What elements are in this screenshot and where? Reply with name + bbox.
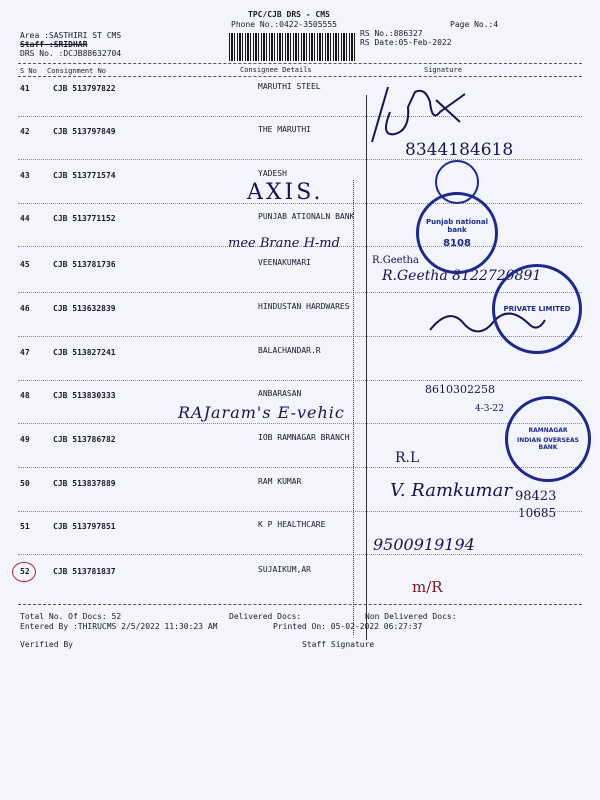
col-sno: S No (20, 67, 37, 75)
handwritten-phone-42: 8344184618 (405, 140, 514, 160)
handwritten-mr: m/R (412, 578, 443, 596)
small-round-stamp (435, 160, 479, 204)
pnb-stamp-name: Punjab national bank (425, 217, 489, 234)
row-consignee: ANBARASAN (258, 389, 302, 398)
row-separator (18, 554, 582, 555)
iob-stamp-branch: RAMNAGAR (528, 427, 568, 434)
handwritten-phone-45: R.Geetha 8122720891 (382, 268, 542, 284)
entered-by: Entered By :THIRUCMS 2/5/2022 11:30:23 AM (20, 622, 218, 631)
footer-divider (18, 604, 582, 605)
row-separator (18, 116, 582, 117)
handwritten-num-50b: 10685 (518, 506, 557, 520)
handwritten-geetha: R.Geetha (372, 255, 419, 266)
row-consignee: IOB RAMNAGAR BRANCH (258, 433, 350, 442)
row-sno: 52 (20, 567, 30, 576)
row-consignment: CJB 513797851 (53, 522, 116, 531)
handwritten-phone-48: 8610302258 (425, 383, 495, 396)
row-sno: 45 (20, 260, 30, 269)
row-sno: 43 (20, 171, 30, 180)
row-consignee: RAM KUMAR (258, 477, 302, 486)
handwritten-phone-51: 9500919194 (373, 535, 475, 554)
col-consignment: Consignment No (47, 67, 107, 75)
row-consignment: CJB 513781736 (53, 260, 116, 269)
row-consignment: CJB 513781837 (53, 567, 116, 576)
row-sno: 48 (20, 391, 30, 400)
printed-on: Printed On: 05-02-2022 06:27:37 (273, 622, 423, 631)
pnb-stamp (416, 192, 498, 274)
non-delivered-docs: Non Delivered Docs: (365, 612, 457, 621)
phone-number: Phone No.:0422-3505555 (231, 20, 337, 29)
row-52-circle-mark (12, 562, 36, 582)
rs-date: RS Date:05-Feb-2022 (360, 38, 452, 47)
handwritten-rajarams: RAJaram's E-vehic (178, 403, 345, 422)
row-consignee: PUNJAB ATIONALN BANK (258, 212, 355, 221)
row-separator (18, 423, 582, 424)
rs-number: RS No.:886327 (360, 29, 423, 38)
iob-stamp (505, 396, 591, 482)
row-sno: 46 (20, 304, 30, 313)
pnb-stamp-code: 8108 (443, 237, 471, 249)
row-consignee: THE MARUTHI (258, 125, 311, 134)
row-sno: 42 (20, 127, 30, 136)
handwritten-mee: mee Brane H-md (228, 236, 340, 251)
col-consignee: Consignee Details (240, 66, 312, 74)
row-sno: 51 (20, 522, 30, 531)
row-separator (18, 511, 582, 512)
handwritten-rl: R.L (395, 450, 420, 466)
row-consignee: BALACHANDAR.R (258, 346, 321, 355)
signature-column-guide (353, 180, 354, 635)
row-consignment: CJB 513797822 (53, 84, 116, 93)
signature-column-line (366, 95, 367, 640)
row-consignment: CJB 513786782 (53, 435, 116, 444)
row-consignee: SUJAIKUM,AR (258, 565, 311, 574)
drs-number: DRS No. :DCJB88632704 (20, 49, 122, 58)
row-consignee: YADESH (258, 169, 287, 178)
header-divider (18, 63, 582, 64)
page-number: Page No.:4 (450, 20, 499, 29)
row-consignment: CJB 513827241 (53, 348, 116, 357)
row-consignment: CJB 513837889 (53, 479, 116, 488)
total-docs: Total No. Of Docs: 52 (20, 612, 122, 621)
column-divider (18, 76, 582, 77)
handwritten-num-50a: 98423 (515, 489, 557, 504)
row-sno: 47 (20, 348, 30, 357)
handwritten-axis: AXIS. (247, 180, 324, 205)
handwritten-ramkumar: V. Ramkumar (390, 480, 512, 501)
row-consignee: K P HEALTHCARE (258, 520, 326, 529)
signature-scribble-41 (370, 82, 480, 142)
verified-by: Verified By (20, 640, 73, 649)
row-sno: 49 (20, 435, 30, 444)
col-signature: Signature (424, 66, 462, 74)
row-sno: 50 (20, 479, 30, 488)
row-consignee: HINDUSTAN HARDWARES (258, 302, 350, 311)
row-consignment: CJB 513771574 (53, 171, 116, 180)
row-consignee: VEENAKUMARI (258, 258, 311, 267)
area-label: Area :SASTHIRI ST CMS (20, 31, 122, 40)
staff-signature: Staff Signature (302, 640, 375, 649)
delivered-docs: Delivered Docs: (229, 612, 302, 621)
limited-stamp-text: PRIVATE LIMITED (503, 305, 571, 313)
row-consignee: MARUTHI STEEL (258, 82, 321, 91)
handwritten-date-48: 4-3-22 (475, 404, 504, 414)
row-separator (18, 467, 582, 468)
iob-stamp-name: INDIAN OVERSEAS BANK (517, 437, 579, 451)
row-consignment: CJB 513797849 (53, 127, 116, 136)
staff-label: Staff :SRIDHAR (20, 40, 88, 49)
row-consignment: CJB 513632839 (53, 304, 116, 313)
row-consignment: CJB 513771152 (53, 214, 116, 223)
row-consignment: CJB 513830333 (53, 391, 116, 400)
limited-stamp (492, 264, 582, 354)
row-sno: 44 (20, 214, 30, 223)
barcode-image (229, 33, 355, 61)
row-separator (18, 380, 582, 381)
document-title: TPC/CJB DRS - CMS (248, 10, 330, 19)
row-sno: 41 (20, 84, 30, 93)
